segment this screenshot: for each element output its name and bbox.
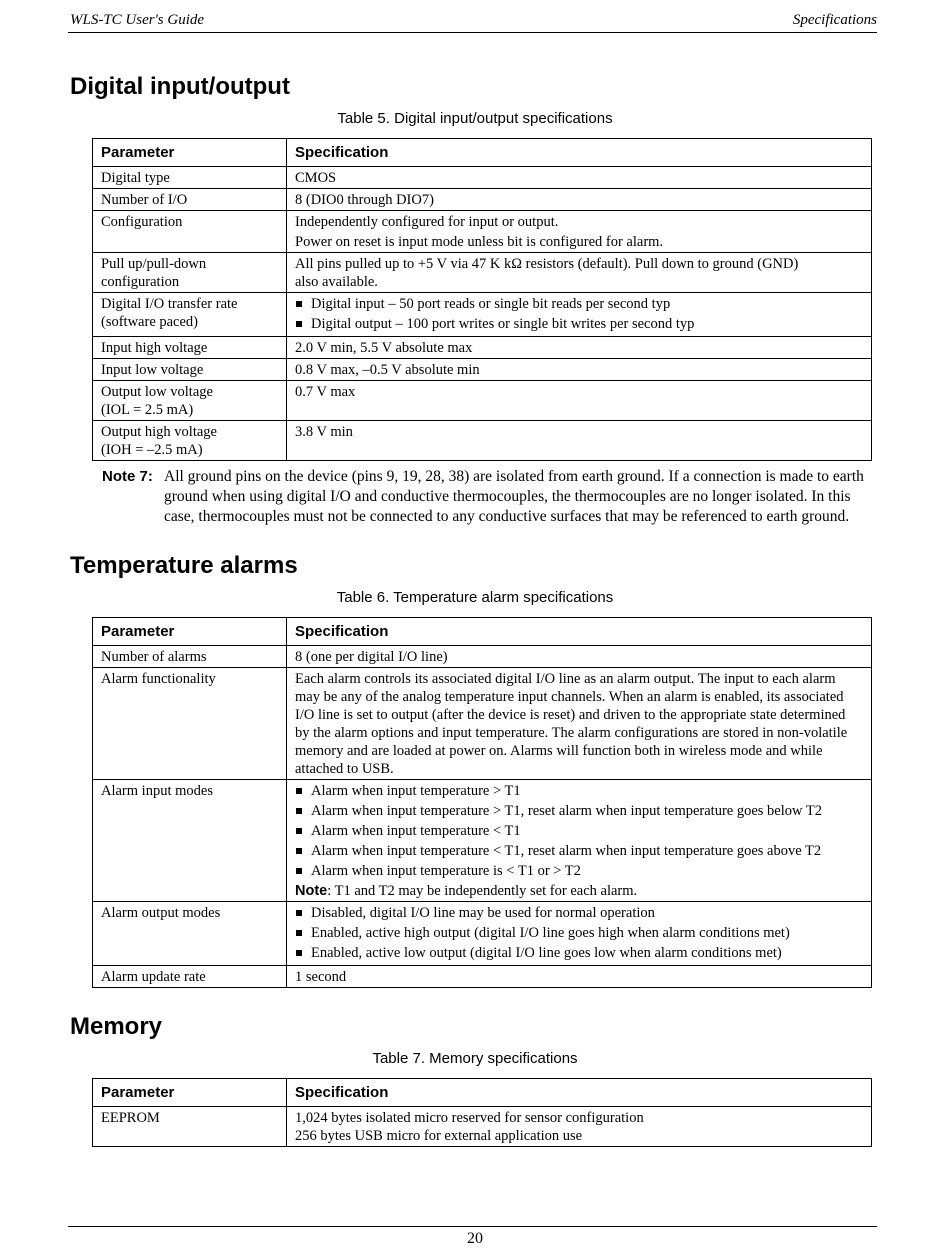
column-header-parameter: Parameter	[93, 1079, 287, 1107]
table-header-row	[93, 139, 872, 167]
bullet-item: Alarm when input temperature is < T1 or > T2	[295, 862, 863, 880]
parameter-cell: EEPROM	[93, 1107, 287, 1147]
inline-note-label: Note	[295, 883, 328, 899]
note-text: All ground pins on the device (pins 9, 19, 28, 38) are isolated from earth ground. If a connection is made to earth ground when using digital I/O and conductive thermocouples, the thermocouples are no longer isolated. In this case, thermocouples must not be connected to any conductive surfaces that may be referenced to earth ground.	[164, 468, 864, 525]
specification-cell: Each alarm controls its associated digital I/O line as an alarm output. The input to each alarm may be any of the analog temperature input channels. When an alarm is enabled, its associated I/O line is set to output (after the device is reset) and driven to the appropriate state determined by the alarm options and input temperature. The alarm configurations are stored in non-volatile memory and are loaded at power on. Alarms will function both in wireless mode and while attached to USB.	[287, 668, 872, 780]
table-row	[93, 966, 872, 988]
parameter-cell: Alarm output modes	[93, 902, 287, 966]
table-row	[93, 189, 872, 211]
table-row	[93, 668, 872, 780]
header-document-title: WLS-TC User's Guide	[70, 12, 205, 28]
parameter-line: Digital I/O transfer rate	[101, 296, 238, 312]
parameter-cell: Configuration	[93, 211, 287, 253]
parameter-cell: Number of I/O	[93, 189, 287, 211]
parameter-cell: Alarm functionality	[93, 668, 287, 780]
bullet-item: Alarm when input temperature > T1, reset alarm when input temperature goes below T2	[295, 802, 863, 820]
table-row	[93, 381, 872, 421]
specification-cell: 2.0 V min, 5.5 V absolute max	[287, 337, 872, 359]
specification-cell: 3.8 V min	[287, 421, 872, 461]
temperature-alarm-table	[92, 617, 872, 988]
footer-rule	[68, 1226, 877, 1227]
table-header-row	[93, 1079, 872, 1107]
table-row	[93, 780, 872, 902]
specification-cell: 1 second	[287, 966, 872, 988]
column-header-specification: Specification	[287, 618, 872, 646]
spec-line: Power on reset is input mode unless bit is configured for alarm.	[295, 234, 664, 250]
specification-cell	[287, 902, 872, 966]
table-row	[93, 337, 872, 359]
parameter-cell: Input high voltage	[93, 337, 287, 359]
parameter-line: (IOH = –2.5 mA)	[101, 442, 203, 458]
table-row	[93, 1107, 872, 1147]
bullet-item: Disabled, digital I/O line may be used for normal operation	[295, 904, 863, 922]
temperature-alarms-heading: Temperature alarms	[70, 552, 298, 579]
parameter-cell: Number of alarms	[93, 646, 287, 668]
inline-note-text: : T1 and T2 may be independently set for each alarm.	[327, 883, 638, 899]
bullet-item: Digital output – 100 port writes or single bit writes per second typ	[295, 315, 863, 333]
spec-line: 1,024 bytes isolated micro reserved for sensor configuration	[295, 1110, 644, 1126]
specification-cell: 0.8 V max, –0.5 V absolute min	[287, 359, 872, 381]
bullet-item: Enabled, active low output (digital I/O line goes low when alarm conditions met)	[295, 944, 863, 962]
digital-io-heading: Digital input/output	[70, 73, 290, 100]
table-row	[93, 646, 872, 668]
parameter-line: configuration	[101, 274, 180, 290]
parameter-cell	[93, 421, 287, 461]
inline-note	[295, 882, 863, 900]
specification-cell: 0.7 V max	[287, 381, 872, 421]
specification-cell	[287, 253, 872, 293]
parameter-line: Pull up/pull-down	[101, 256, 207, 272]
spec-line: 256 bytes USB micro for external application use	[295, 1128, 583, 1144]
spec-line: also available.	[295, 274, 378, 290]
table-header-row	[93, 618, 872, 646]
header-section-title: Specifications	[792, 12, 877, 28]
parameter-cell: Digital type	[93, 167, 287, 189]
note-7	[102, 467, 872, 527]
parameter-line: (software paced)	[101, 314, 199, 330]
parameter-line: Output low voltage	[101, 384, 213, 400]
table-row	[93, 902, 872, 966]
column-header-specification: Specification	[287, 1079, 872, 1107]
bullet-item: Alarm when input temperature > T1	[295, 782, 863, 800]
memory-heading: Memory	[70, 1013, 163, 1040]
digital-io-table	[92, 138, 872, 461]
parameter-line: (IOL = 2.5 mA)	[101, 402, 194, 418]
specification-cell: 8 (one per digital I/O line)	[287, 646, 872, 668]
column-header-parameter: Parameter	[93, 139, 287, 167]
specification-cell	[287, 293, 872, 337]
specification-cell	[287, 1107, 872, 1147]
spec-line: All pins pulled up to +5 V via 47 K kΩ resistors (default). Pull down to ground (GND)	[295, 256, 799, 272]
bullet-item: Enabled, active high output (digital I/O line goes high when alarm conditions met)	[295, 924, 863, 942]
parameter-cell: Alarm update rate	[93, 966, 287, 988]
column-header-parameter: Parameter	[93, 618, 287, 646]
note-label: Note 7:	[102, 468, 153, 485]
specification-cell: 8 (DIO0 through DIO7)	[287, 189, 872, 211]
table-row	[93, 253, 872, 293]
spec-line: Independently configured for input or output.	[295, 214, 559, 230]
parameter-cell	[93, 293, 287, 337]
table-row	[93, 293, 872, 337]
specification-cell: CMOS	[287, 167, 872, 189]
specification-cell	[287, 780, 872, 902]
page-number: 20	[467, 1230, 483, 1247]
memory-table	[92, 1078, 872, 1147]
table-row	[93, 359, 872, 381]
parameter-cell: Alarm input modes	[93, 780, 287, 902]
table7-caption: Table 7. Memory specifications	[372, 1050, 578, 1067]
table-row	[93, 421, 872, 461]
parameter-cell	[93, 381, 287, 421]
bullet-item: Alarm when input temperature < T1	[295, 822, 863, 840]
table-row	[93, 211, 872, 253]
parameter-cell: Input low voltage	[93, 359, 287, 381]
page-content	[70, 62, 880, 1147]
bullet-item: Digital input – 50 port reads or single bit reads per second typ	[295, 295, 863, 313]
table-row	[93, 167, 872, 189]
column-header-specification: Specification	[287, 139, 872, 167]
table6-caption: Table 6. Temperature alarm specifications	[336, 589, 614, 606]
bullet-item: Alarm when input temperature < T1, reset alarm when input temperature goes above T2	[295, 842, 863, 860]
running-header	[68, 10, 877, 33]
table5-caption: Table 5. Digital input/output specifications	[337, 110, 613, 127]
specification-cell	[287, 211, 872, 253]
parameter-line: Output high voltage	[101, 424, 217, 440]
parameter-cell	[93, 253, 287, 293]
